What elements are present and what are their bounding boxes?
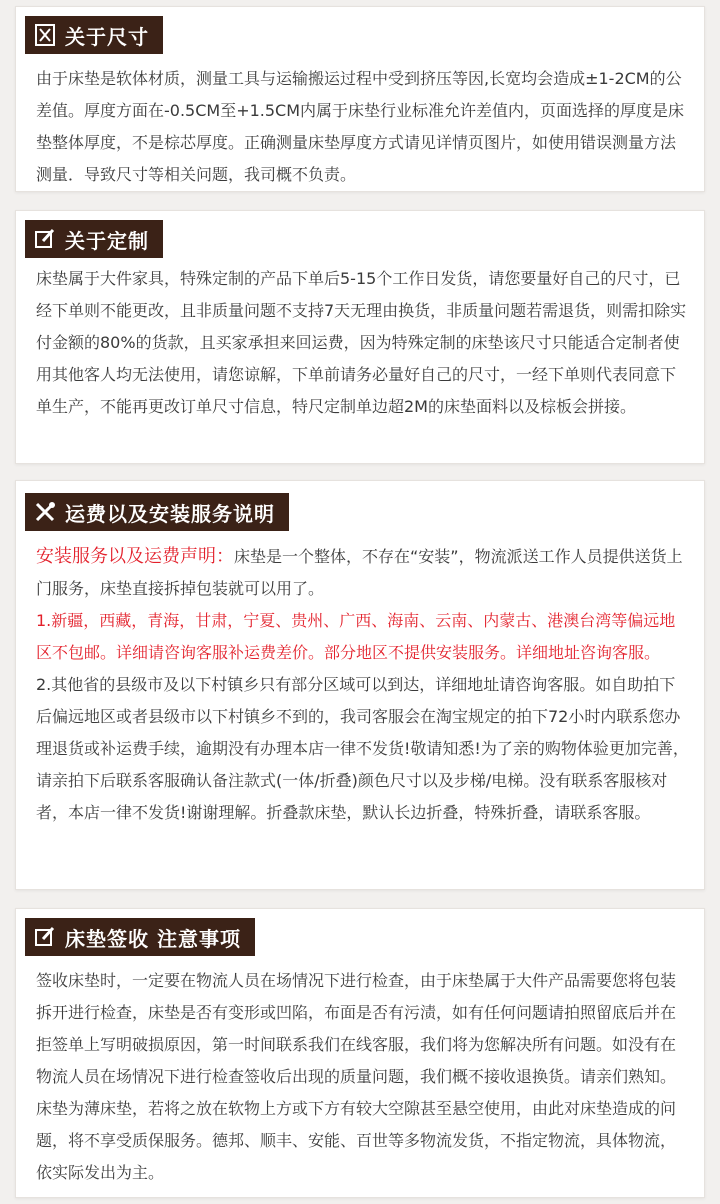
custom-paragraph: 床垫属于大件家具，特殊定制的产品下单后5-15个工作日发货，请您要量好自己的尺寸，已经下单则不能更改，且非质量问题不支持7天无理由换货，非质量问题若需退货，则需扣除实付金额的80%的货款，且买家承担来回运费，因为特殊定制的床垫该尺寸只能适合定制者使用其他客人均无法使用，请您谅解，下单前请务必量好自己的尺寸，一经下单则代表同意下单生产，不能再更改订单尺寸信息，特尺定制单边超2M的床垫面料以及棕板会拼接。	[36, 269, 687, 416]
shipping-intro	[36, 541, 690, 605]
size-paragraph: 由于床垫是软体材质，测量工具与运输搬运过程中受到挤压等因,长宽均会造成±1-2CM的公差值。厚度方面在-0.5CM至+1.5CM内属于床垫行业标准允许差值内，页面选择的厚度是床垫整体厚度，不是棕芯厚度。正确测量床垫厚度方式请见详情页图片，如使用错误测量方法测量．导致尺寸等相关问题，我司概不负责。	[36, 69, 685, 184]
section-custom	[15, 210, 705, 464]
section-shipping-title: 运费以及安装服务说明	[25, 493, 289, 531]
shipping-county-note: 2.其他省的县级市及以下村镇乡只有部分区域可以到达，详细地址请咨询客服。如自助拍下后偏远地区或者县级市以下村镇乡不到的，我司客服会在淘宝规定的拍下72小时内联系您办理退货或补运费手续，逾期没有办理本店一律不发货!敬请知悉!为了亲的购物体验更加完善，请亲拍下后联系客服确认备注款式(一体/折叠)颜色尺寸以及步梯/电梯。没有联系客服核对者，本店一律不发货!谢谢理解。折叠款床垫，默认长边折叠，特殊折叠，请联系客服。	[36, 675, 689, 822]
section-size-title: 关于尺寸	[25, 16, 163, 54]
edit-icon	[33, 925, 57, 949]
ruler-icon	[33, 23, 57, 47]
section-shipping	[15, 480, 705, 890]
shipping-lead-text: 床垫是一个整体，不存在“安装”，物流派送工作人员提供送货上门服务，床垫直接拆掉包装就可以用了。	[36, 547, 683, 598]
section-custom-title: 关于定制	[25, 220, 163, 258]
receipt-paragraph: 签收床垫时，一定要在物流人员在场情况下进行检查，由于床垫属于大件产品需要您将包装拆开进行检查，床垫是否有变形或凹陷，布面是否有污渍，如有任何问题请拍照留底后并在拒签单上写明破损原因，第一时间联系我们在线客服，我们将为您解决所有问题。如没有在物流人员在场情况下进行检查签收后出现的质量问题，我们概不接收退换货。请亲们熟知。床垫为薄床垫，若将之放在软物上方或下方有较大空隙甚至悬空使用，由此对床垫造成的问题，将不享受质保服务。德邦、顺丰、安能、百世等多物流发货，不指定物流，具体物流，依实际发出为主。	[36, 971, 677, 1182]
edit-icon	[33, 227, 57, 251]
shipping-remote-note: 1.新疆，西藏，青海，甘肃，宁夏、贵州、广西、海南、云南、内蒙古、港澳台湾等偏远地区不包邮。详细请咨询客服补运费差价。部分地区不提供安装服务。详细地址咨询客服。	[36, 611, 676, 662]
shipping-lead: 安装服务以及运费声明：	[36, 546, 234, 567]
section-receipt	[15, 908, 705, 1198]
section-receipt-title: 床垫签收 注意事项	[25, 918, 255, 956]
tools-icon	[33, 500, 57, 524]
section-size	[15, 6, 705, 192]
